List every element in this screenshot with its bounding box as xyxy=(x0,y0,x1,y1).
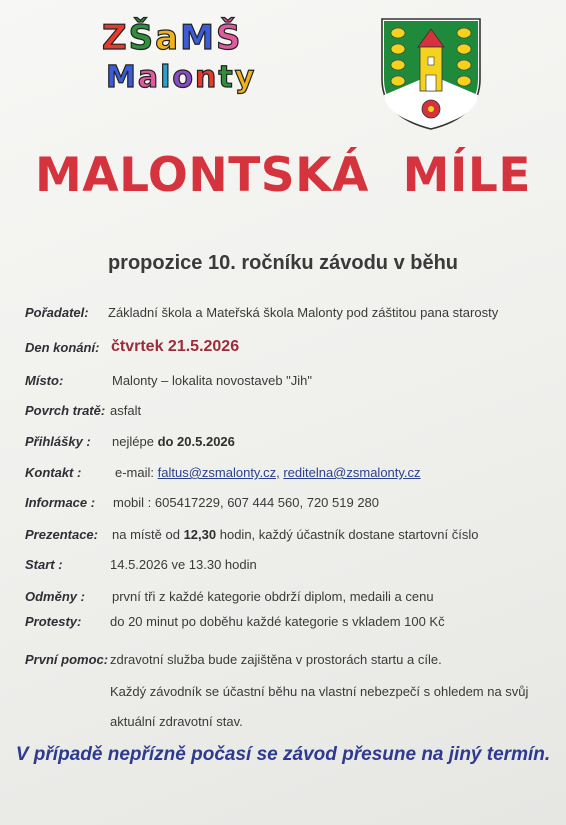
value-prezentace-time: 12,30 xyxy=(183,527,217,542)
label-odmeny: Odměny : xyxy=(25,589,85,604)
value-informace: mobil : 605417229, 607 444 560, 720 519 280 xyxy=(113,495,380,510)
label-prezentace: Prezentace: xyxy=(25,527,98,542)
school-logo-letter: M xyxy=(180,18,216,58)
value-kontakt-prefix: e-mail: xyxy=(115,465,155,480)
row-prihlasky xyxy=(0,434,566,456)
school-logo-letter: Š xyxy=(128,18,156,58)
school-logo-letter: y xyxy=(234,60,257,95)
label-misto: Místo: xyxy=(25,373,64,388)
row-protesty xyxy=(0,614,566,636)
row-prezentace xyxy=(0,527,566,549)
label-protesty: Protesty: xyxy=(25,614,82,629)
school-logo-letter: M xyxy=(106,60,138,95)
value-prezentace-prefix: na místě od xyxy=(112,527,180,542)
school-logo-line2 xyxy=(106,60,256,95)
value-povrch: asfalt xyxy=(110,403,142,418)
label-prihlasky: Přihlášky : xyxy=(25,434,91,449)
school-logo-letter: o xyxy=(172,60,196,95)
row-informace xyxy=(0,495,566,517)
row-start xyxy=(0,557,566,579)
label-informace: Informace : xyxy=(25,495,96,510)
page-title: MALONTSKÁ MÍLE xyxy=(35,148,531,203)
subtitle: propozice 10. ročníku závodu v běhu xyxy=(107,252,459,274)
school-logo-letter: a xyxy=(137,60,161,95)
coat-of-arms-icon xyxy=(380,17,482,131)
label-kontakt: Kontakt : xyxy=(25,465,82,480)
school-logo-letter: n xyxy=(195,60,219,95)
row-poradatel xyxy=(0,305,566,327)
school-logo-letter: Z xyxy=(102,18,129,58)
row-povrch xyxy=(0,403,566,425)
school-logo-letter: a xyxy=(155,18,181,58)
value-prvni-pomoc: zdravotní služba bude zajištěna v prostorách startu a cíle. xyxy=(110,652,442,667)
value-prihlasky-date: do 20.5.2026 xyxy=(157,434,235,449)
email-link-faltus[interactable]: faltus@zsmalonty.cz, xyxy=(157,465,280,480)
school-logo-letter: l xyxy=(160,60,173,95)
row-kontakt xyxy=(0,465,566,487)
value-den-konani: čtvrtek 21.5.2026 xyxy=(111,338,240,355)
value-protesty: do 20 minut po doběhu každé kategorie s vkladem 100 Kč xyxy=(110,614,445,629)
row-odmeny xyxy=(0,589,566,611)
note-line-1: Každý závodník se účastní běhu na vlastní nebezpečí s ohledem na svůj xyxy=(110,684,529,699)
row-misto xyxy=(0,373,566,395)
value-prezentace-suffix: hodin, každý účastník dostane startovní číslo xyxy=(219,527,479,542)
email-link-reditelna[interactable]: reditelna@zsmalonty.cz xyxy=(283,465,421,480)
note-line-2: aktuální zdravotní stav. xyxy=(110,714,243,729)
value-poradatel: Základní škola a Mateřská škola Malonty pod záštitou pana starosty xyxy=(108,305,499,320)
school-logo-letter: Š xyxy=(215,18,243,58)
row-den-konani xyxy=(0,338,566,360)
row-prvni-pomoc xyxy=(0,652,566,674)
school-logo xyxy=(98,16,278,100)
label-prvni-pomoc: První pomoc: xyxy=(25,652,109,667)
value-misto: Malonty – lokalita novostaveb "Jih" xyxy=(112,373,313,388)
weather-notice: V případě nepřízně počasí se závod přesune na jiný termín. xyxy=(15,744,551,765)
school-logo-letter: t xyxy=(218,60,235,95)
label-povrch: Povrch tratě: xyxy=(25,403,106,418)
value-prihlasky-prefix: nejlépe xyxy=(112,434,154,449)
value-start: 14.5.2026 ve 13.30 hodin xyxy=(110,557,257,572)
label-poradatel: Pořadatel: xyxy=(25,305,89,320)
school-logo-line1 xyxy=(102,18,242,58)
label-den-konani: Den konání: xyxy=(25,340,100,355)
value-odmeny: první tři z každé kategorie obdrží diplom, medaili a cenu xyxy=(112,589,434,604)
label-start: Start : xyxy=(25,557,63,572)
